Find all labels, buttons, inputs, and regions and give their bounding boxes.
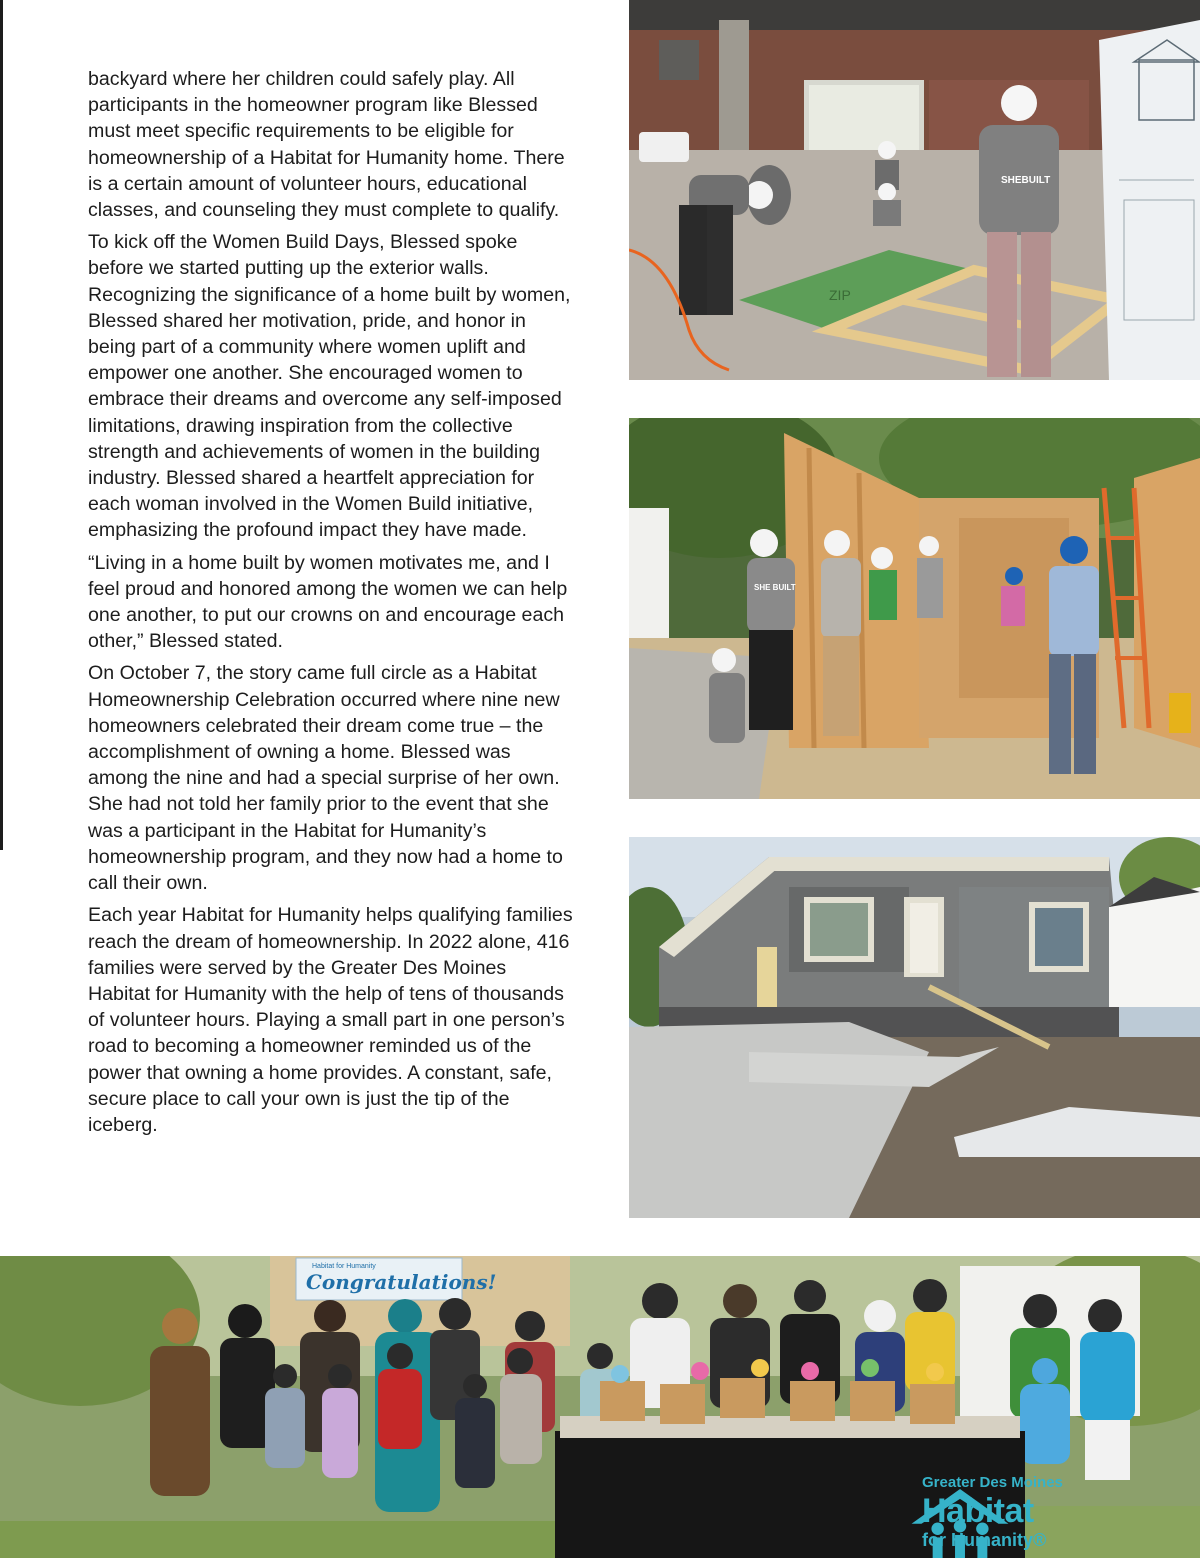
article-paragraph-5: Each year Habitat for Humanity helps qualifying families reach the dream of homeownership. In 2022 alone, 416 families were served by the Greater Des Moines Habitat for Humanity with the help of tens of thousands of volunteer hours. Playing a small part in one person’s road to becoming a homeowner reminded us of the power that owning a home provides. A constant, safe, secure place to call your own is just the tip of the iceberg. [88, 904, 573, 1136]
article-body [88, 66, 573, 1144]
banner-title-text: Congratulations! [306, 1270, 497, 1294]
banner-small-text: Habitat for Humanity [312, 1263, 376, 1270]
article-paragraph-2: To kick off the Women Build Days, Blessed spoke before we started putting up the exterior walls. Recognizing the significance of a home built by women, Blessed shared her motivation, pride, and honor in being part of a community where women uplift and empower one another. She encouraged women to embrace their dreams and overcome any self-imposed limitations, drawing inspiration from the collective strength and achievements of women in the building industry. Blessed shared a heartfelt appreciation for each woman involved in the Women Build initiative, emphasizing the profound impact they have made. [88, 231, 571, 542]
photo-warehouse-wall-framing [629, 0, 1200, 380]
walls-shirt-text: SHE BUILT [754, 583, 796, 592]
logo-line-habitat: Habitat [922, 1492, 1034, 1530]
photo-raising-walls [629, 418, 1200, 799]
logo-line-for-humanity: for Humanity® [922, 1530, 1047, 1550]
article-paragraph-3: “Living in a home built by women motivates me, and I feel proud and honored among the women we can help one another, to put our crowns on and encourage each other,” Blessed stated. [88, 551, 568, 653]
article-paragraph-4: On October 7, the story came full circle as a Habitat Homeownership Celebration occurred where nine new homeowners celebrated their dream come true – the accomplishment of owning a home. Blessed was among the nine and had a special surprise of her own. She had not told her family prior to the event that she was a participant in the Habitat for Humanity’s homeownership program, and they now had a home to call their own. [88, 662, 563, 895]
logo-line-greater-des-moines: Greater Des Moines [922, 1474, 1063, 1491]
zip-panel-text: ZIP [829, 287, 851, 303]
warehouse-shirt-text: SHEBUILT [1001, 175, 1051, 186]
article-paragraph-1: backyard where her children could safely play. All participants in the homeowner program like Blessed must meet specific requirements to be eligible for homeownership of a Habitat for Humanity home. There is a certain amount of volunteer hours, educational classes, and counseling they must complete to qualify. [88, 68, 565, 222]
photo-homeownership-celebration [0, 1256, 1200, 1558]
left-page-rule [0, 0, 3, 850]
photo-completed-house [629, 837, 1200, 1218]
habitat-logo [830, 1470, 1090, 1552]
